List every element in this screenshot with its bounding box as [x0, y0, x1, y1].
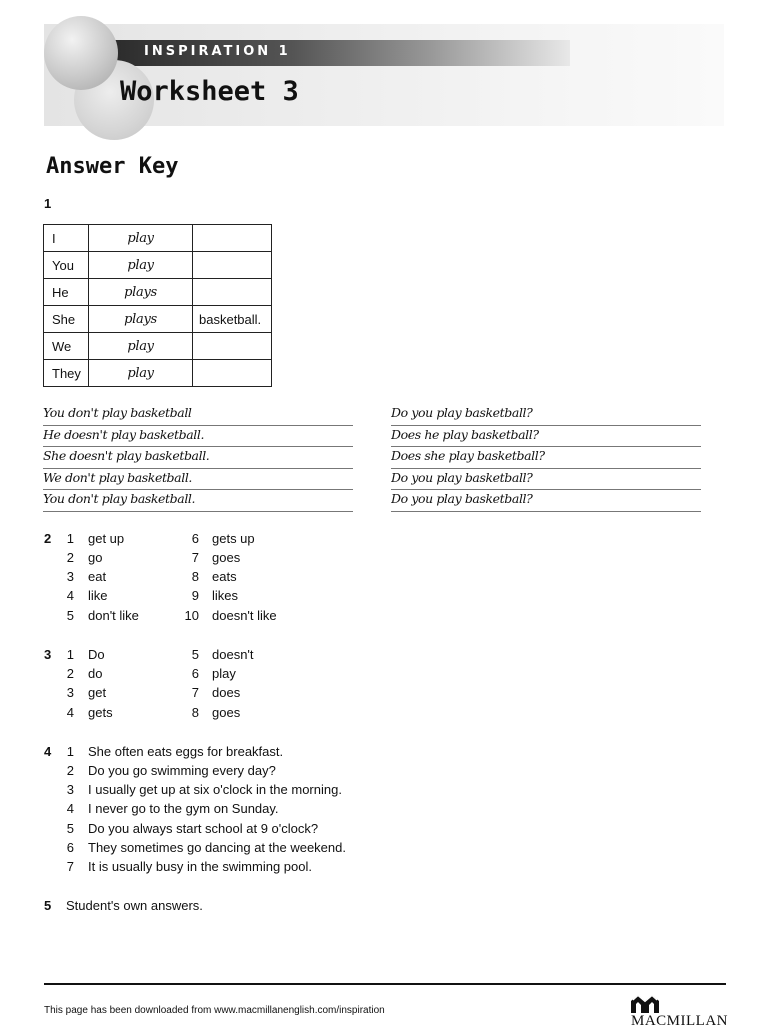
worksheet-title: Worksheet 3 — [120, 76, 299, 107]
publisher-logo-text: MACMILLAN — [631, 1013, 728, 1029]
table-row — [44, 306, 272, 333]
question-sentences — [391, 404, 701, 512]
negative-sentence: You don't play basketball — [43, 404, 353, 426]
table-row — [44, 279, 272, 306]
section-1-number: 1 — [44, 196, 52, 211]
object-cell — [193, 333, 272, 360]
question-sentence: Does she play basketball? — [391, 447, 701, 469]
section-5-number: 5 — [44, 898, 52, 913]
conjugation-table — [43, 224, 272, 387]
pronoun-cell: She — [44, 306, 89, 333]
verb-cell: play — [89, 252, 193, 279]
negative-sentence: She doesn't play basketball. — [43, 447, 353, 469]
verb-cell: play — [89, 225, 193, 252]
object-cell — [193, 279, 272, 306]
section-5-text: Student's own answers. — [66, 898, 203, 913]
negative-sentence: You don't play basketball. — [43, 490, 353, 512]
pronoun-cell: We — [44, 333, 89, 360]
verb-cell: plays — [89, 306, 193, 333]
pronoun-cell: You — [44, 252, 89, 279]
verb-cell: play — [89, 333, 193, 360]
negative-sentence: He doesn't play basketball. — [43, 426, 353, 448]
section-2-number: 2 — [44, 531, 52, 546]
verb-cell: play — [89, 360, 193, 387]
footer-download-note: This page has been downloaded from www.macmillanenglish.com/inspiration — [44, 1005, 385, 1016]
question-sentence: Does he play basketball? — [391, 426, 701, 448]
question-sentence: Do you play basketball? — [391, 404, 701, 426]
pronoun-cell: I — [44, 225, 89, 252]
object-cell — [193, 360, 272, 387]
object-cell: basketball. — [193, 306, 272, 333]
table-row — [44, 252, 272, 279]
pronoun-cell: They — [44, 360, 89, 387]
section-3-number: 3 — [44, 647, 52, 662]
negative-sentence: We don't play basketball. — [43, 469, 353, 491]
pronoun-cell: He — [44, 279, 89, 306]
table-row — [44, 225, 272, 252]
table-row — [44, 360, 272, 387]
question-sentence: Do you play basketball? — [391, 490, 701, 512]
negative-sentences — [43, 404, 353, 512]
section-4-number: 4 — [44, 744, 52, 759]
object-cell — [193, 252, 272, 279]
object-cell — [193, 225, 272, 252]
table-row — [44, 333, 272, 360]
decorative-circle-upper — [44, 16, 118, 90]
question-sentence: Do you play basketball? — [391, 469, 701, 491]
footer-rule — [44, 983, 726, 985]
verb-cell: plays — [89, 279, 193, 306]
macmillan-logo-icon — [630, 992, 660, 1014]
series-title: INSPIRATION 1 — [144, 44, 291, 59]
page-title: Answer Key — [46, 154, 179, 179]
